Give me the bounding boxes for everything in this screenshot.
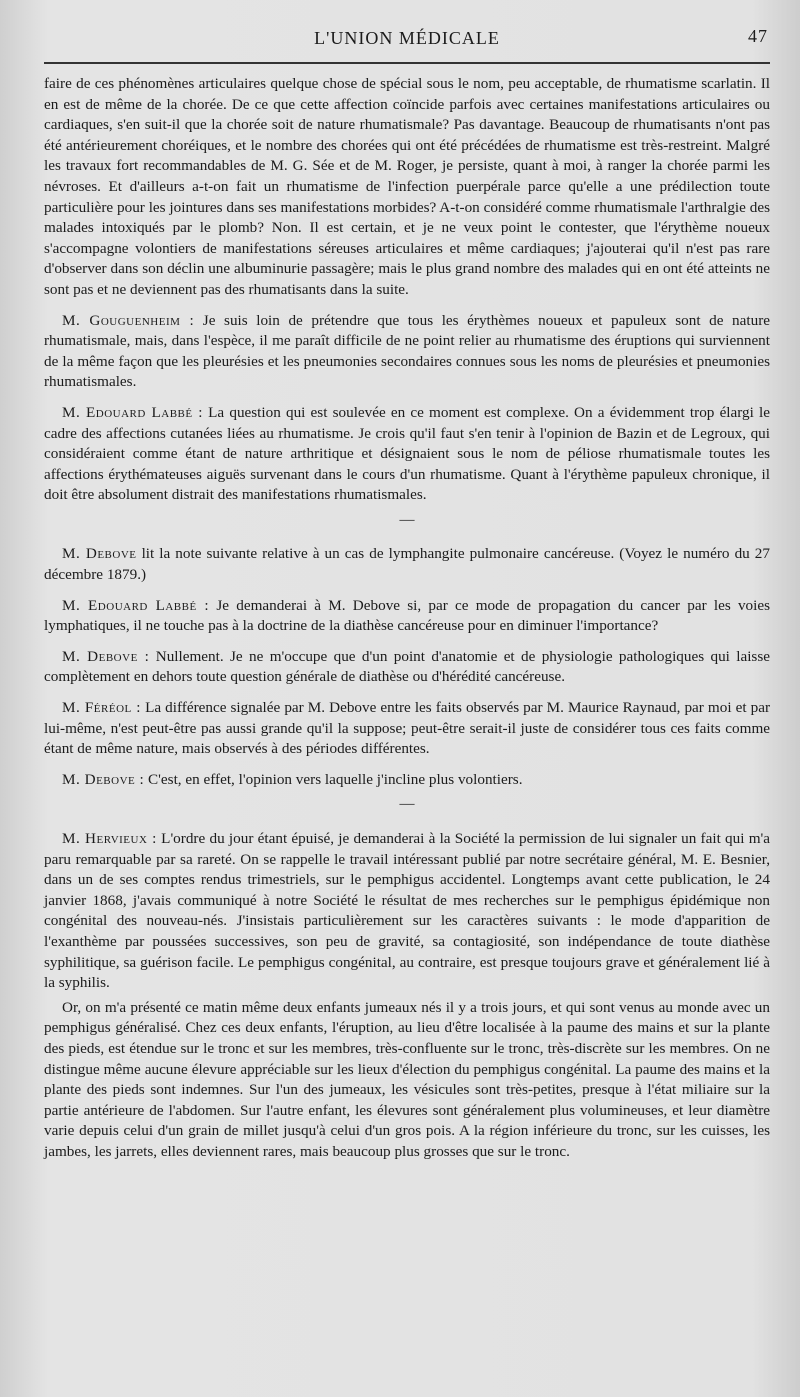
speaker-name: M. Debove : bbox=[62, 647, 150, 665]
running-header bbox=[44, 22, 770, 56]
paragraph bbox=[44, 698, 770, 760]
speaker-name: M. Edouard Labbé : bbox=[62, 403, 203, 421]
section-separator: — bbox=[399, 511, 415, 528]
paragraph-text: La différence signalée par M. Debove entre les faits observés par M. Maurice Raynaud, par moi et par lui-même, n'est peut-être pas aussi grande qu'il la suppose; peut-être serait-il juste de considérer tous ces faits comme étant de même nature, mais observés à des périodes différentes. bbox=[44, 699, 771, 758]
paragraph-text: L'ordre du jour étant épuisé, je demanderai à la Société la permission de lui signaler un fait qui m'a paru remarquable par sa rareté. On se rappelle le travail intéressant publié par notre secrétaire général, M. E. Besnier, dans un de ses comptes rendus trimestriels, sur le pemphigus accidentel. Longtemps avant cette publication, le 24 janvier 1868, j'avais communiqué à notre Société le résultat de mes recherches sur le pemphigus épidémique non congénital des nouveau-nés. J'insistais particulièrement sur les caractères suivants : le mode d'apparition de l'exanthème par poussées successives, son peu de gravité, sa contagiosité, son indépendance de toute diathèse syphilitique, sa guérison facile. Le pemphigus congénital, au contraire, est presque toujours grave et généralement lié à la syphilis. bbox=[44, 830, 771, 992]
speaker-name: M. Edouard Labbé : bbox=[62, 596, 210, 614]
paragraph-text: Je suis loin de prétendre que tous les érythèmes noueux et papuleux sont de nature rhumatismale, mais, dans l'espèce, il me paraît difficile de ne point relier au rhumatisme des éruptions qui surviennent de la même façon que les pleurésies et les pneumonies secondaires connues sous les noms de pleurésies et pneumonies rhumatismales. bbox=[44, 311, 770, 391]
paragraph bbox=[44, 770, 770, 791]
paragraph-text: faire de ces phénomènes articulaires quelque chose de spécial sous le nom, peu acceptable, de rhumatisme scarlatin. Il en est de même de la chorée. De ce que cette affection coïncide parfois avec certaines manifestations articulaires ou cardiaques, s'en suit-il que la chorée soit de nature rhumatismale? Pas davantage. Beaucoup de rhumatisants n'ont pas été antérieurement choréiques, et le nombre des chorées qui ont été précédées de rhumatisme est très-restreint. Malgré les travaux fort recommandables de M. G. Sée et de M. Roger, je persiste, quant à moi, à ranger la chorée parmi les névroses. Et d'ailleurs a-t-on fait un rhumatisme de l'infection puerpérale parce qu'elle a une prédilection toute particulière pour les jointures dans ses manifestations morbides? A-t-on considéré comme rhumatismale l'arthralgie des malades intoxiqués par le plomb? Non. Il est certain, et je ne veux point le contester, que l'érythème noueux s'accompagne volontiers de manifestations séreuses articulaires et même cardiaques; j'ajouterai qu'il n'est pas rare d'observer dans son déclin une albuminurie passagère; mais le plus grand nombre des malades qui en ont été atteints ne sont pas et ne deviennent pas des rhumatisants dans la suite. bbox=[44, 75, 770, 298]
paragraph bbox=[44, 998, 770, 1163]
paragraph-text: C'est, en effet, l'opinion vers laquelle j'incline plus volontiers. bbox=[148, 770, 523, 788]
header-rule bbox=[44, 62, 770, 64]
paragraph bbox=[44, 403, 770, 506]
paragraph bbox=[44, 829, 770, 994]
page-number: 47 bbox=[748, 26, 768, 46]
paragraph bbox=[44, 647, 770, 688]
speaker-name: M. Hervieux : bbox=[62, 830, 157, 847]
article-body bbox=[44, 74, 770, 1163]
paragraph-text: Nullement. Je ne m'occupe que d'un point d'anatomie et de physiologie pathologiques qui laisse complètement en dehors toute question générale de diathèse ou d'hérédité cancéreuse. bbox=[44, 647, 770, 686]
speaker-name: M. Gouguenheim : bbox=[62, 311, 195, 329]
paragraph-text: Or, on m'a présenté ce matin même deux enfants jumeaux nés il y a trois jours, et qui sont venus au monde avec un pemphigus généralisé. Chez ces deux enfants, l'éruption, au lieu d'être localisée à la paume des mains et sur la plante des pieds, est étendue sur le tronc et sur les membres, très-confluente sur le tronc, très-discrète sur les membres. On ne distingue même aucune élevure appréciable sur les lieux d'élection du pemphigus congénital. La paume des mains et la plante des pieds sont indemnes. Sur l'un des jumeaux, les vésicules sont très-petites, presque à l'état miliaire sur la partie antérieure de l'abdomen. Sur l'autre enfant, les élevures sont généralement plus volumineuses, et leur diamètre varie depuis celui d'un grain de millet jusqu'à celui d'un gros pois. A la région inférieure du tronc, sur les cuisses, les jambes, les jarrets, elles deviennent rares, mais beaucoup plus grosses que sur le tronc. bbox=[44, 998, 770, 1160]
paragraph bbox=[44, 544, 770, 585]
paragraph bbox=[44, 596, 770, 637]
paragraph bbox=[44, 74, 770, 301]
paragraph-text: lit la note suivante relative à un cas de lymphangite pulmonaire cancéreuse. (Voyez le numéro du 27 décembre 1879.) bbox=[44, 545, 770, 584]
journal-title: L'UNION MÉDICALE bbox=[314, 28, 500, 48]
speaker-name: M. Debove bbox=[62, 545, 137, 563]
speaker-name: M. Debove : bbox=[62, 770, 145, 788]
paragraph-text: Je demanderai à M. Debove si, par ce mode de propagation du cancer par les voies lymphatiques, il ne touche pas à la doctrine de la diathèse cancéreuse pour en diminuer l'importance? bbox=[44, 596, 771, 635]
speaker-name: M. Féréol : bbox=[62, 699, 142, 717]
paragraph bbox=[44, 311, 770, 393]
paragraph-text: La question qui est soulevée en ce moment est complexe. On a évidemment trop élargi le cadre des affections cutanées liées au rhumatisme. Je crois qu'il faut s'en tenir à l'opinion de Bazin et de Legroux, qui considéraient comme étant de nature arthritique et désignaient sous le nom de péliose rhumatismale toutes les affections érythémateuses aiguës survenant dans le cours d'un rhumatisme. Quant à l'érythème papuleux chronique, il doit être absolument distrait des manifestations rhumatismales. bbox=[44, 403, 770, 504]
section-separator: — bbox=[399, 796, 415, 813]
